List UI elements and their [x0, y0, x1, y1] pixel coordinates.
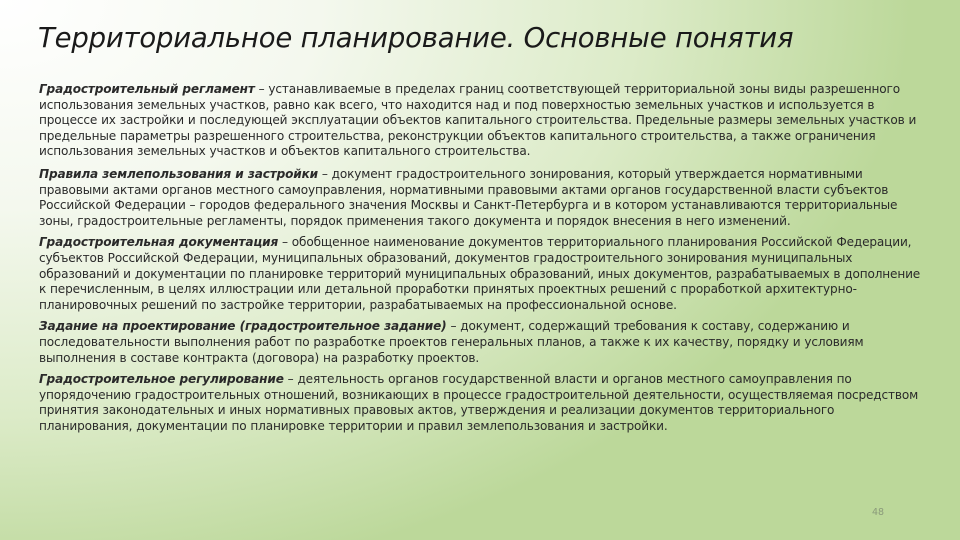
- definition-text: – обобщенное наименование документов территориального планирования Российской Федерации, субъектов Российской Федерации, муниципальных образований, документов градостроительного зонирования муниципальных образований и документации по планировке территорий муниципальных образований, иных документов, разрабатываемых в дополнение к перечисленным, в целях иллюстрации или детальной проработки принятых проектных решений с проработкой архитектурно-планировочных решений по застройке территории, разрабатываемых на профессиональной основе.: [39, 235, 921, 312]
- term-label: Градостроительное регулирование: [39, 372, 284, 387]
- term-label: Задание на проектирование (градостроительное задание): [39, 319, 447, 334]
- definition-paragraph: [39, 235, 921, 313]
- definition-paragraph: [39, 372, 921, 434]
- term-label: Градостроительный регламент: [39, 82, 255, 96]
- definition-text: – деятельность органов государственной власти и органов местного самоуправления по упорядочению градостроительных отношений, возникающих в процессе градостроительной деятельности, осуществляемая посредством принятия законодательных и иных нормативных правовых актов, утверждения и реализации документов территориального планирования, документации по планировке территории и правил землепользования и застройки.: [39, 372, 919, 433]
- definition-paragraph: [39, 82, 921, 160]
- definition-text: – документ, содержащий требования к составу, содержанию и последовательности выполнения работ по разработке проектов генеральных планов, а также к их качеству, порядку и условиям выполнения в составе контракта (договора) на разработку проектов.: [39, 319, 864, 365]
- definition-text: – документ градостроительного зонирования, который утверждается нормативными правовыми актами органов местного самоуправления, нормативными правовыми актами органов государственной власти субъектов Российской Федерации – городов федерального значения Москвы и Санкт-Петербурга и в котором устанавливаются территориальные зоны, градостроительные регламенты, порядок применения такого документа и порядок внесения в него изменений.: [39, 166, 898, 228]
- term-label: Правила землепользования и застройки: [39, 166, 318, 181]
- definition-paragraph: [39, 167, 921, 229]
- page-number: 48: [872, 507, 885, 518]
- slide-title: Территориальное планирование. Основные понятия: [38, 22, 794, 54]
- slide-content: [39, 82, 921, 441]
- term-label: Градостроительная документация: [39, 235, 279, 250]
- definition-text: – устанавливаемые в пределах границ соответствующей территориальной зоны виды разрешенного использования земельных участков, равно как всего, что находится над и под поверхностью земельных участков и используется в процессе их застройки и последующей эксплуатации объектов капитального строительства. Предельные размеры земельных участков и предельные параметры разрешенного строительства, реконструкции объектов капитального строительства, а также ограничения использования земельных участков и объектов капитального строительства.: [39, 82, 917, 159]
- definition-paragraph: [39, 319, 921, 366]
